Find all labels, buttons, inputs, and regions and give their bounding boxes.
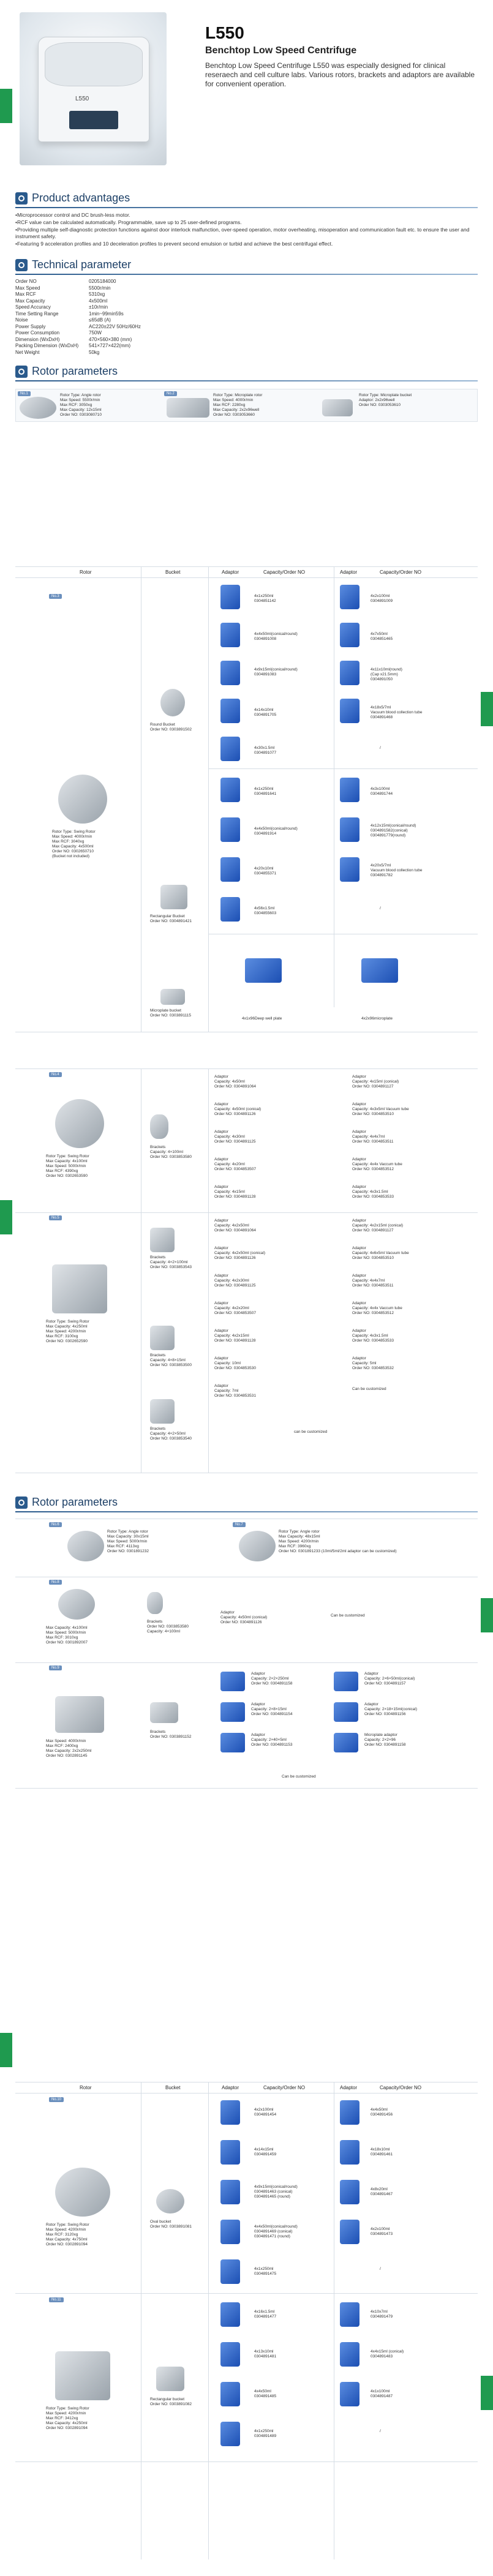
param-row: [15, 298, 478, 305]
param-key: Dimension (WxDxH): [15, 336, 60, 342]
col-header: Adaptor: [340, 2085, 358, 2090]
adaptor-spec: Adaptor Capacity: 4x2x15ml (conical) Order NO: 0304891127: [352, 1219, 404, 1233]
col-header: Bucket: [165, 569, 181, 575]
adaptor-image: [220, 2422, 240, 2446]
capacity-order: 4x2x100ml 0304891473: [371, 2227, 393, 2236]
param-key: Max Capacity: [15, 298, 45, 304]
section-icon: [15, 1496, 28, 1509]
col-header: Adaptor: [222, 569, 239, 575]
param-value: 5500r/min: [89, 285, 111, 291]
param-key: Speed Accuracy: [15, 304, 51, 310]
adaptor-image: [220, 699, 240, 723]
angle-rotor-image: [239, 1531, 276, 1561]
param-row: [15, 330, 478, 337]
capacity-order: 4x7x50ml 0304851465: [371, 632, 393, 641]
rotor-spec: Rotor Type: Angle rotor Max Speed: 5500r/min Max RCF: 3050xg Max Capacity: 12x15ml Order NO: 0303080710: [60, 393, 102, 417]
param-value: ±10r/min: [89, 304, 108, 310]
deep-well-plate-image: [245, 958, 282, 983]
section-icon: [15, 259, 28, 271]
bracket-label: Brackets Capacity: 4×100ml Order NO: 0303853580: [150, 1145, 192, 1159]
bracket-label: Brackets Capacity: 4×8×15ml Order NO: 0303853500: [150, 1353, 192, 1367]
round-bucket-image: [160, 689, 185, 716]
capacity-order: /: [380, 906, 381, 911]
adaptor-spec: Adaptor Capacity: 4x2x20ml Order NO: 0304853507: [214, 1301, 256, 1315]
capacity-order: /: [380, 2267, 381, 2271]
hero: [0, 0, 493, 190]
custom-note: Can be customized: [331, 1613, 365, 1618]
capacity-order: 4x12x15ml(conical/round) 0304891582(conical) 0304891779(round): [371, 824, 416, 838]
section-rotors: [0, 363, 493, 383]
adaptor-spec: Adaptor Capacity: 4x2x30ml Order NO: 0304891125: [214, 1274, 256, 1288]
capacity-order: 4x3x100ml 0304891744: [371, 787, 393, 796]
section-divider: [15, 207, 478, 208]
adaptor-image: [220, 2140, 240, 2165]
adaptor-spec: Adaptor Capacity: 4x50ml (conical) Order NO: 0304891126: [220, 1610, 268, 1624]
rotor-spec: Rotor Type: Swing Rotor Max Capacity: 4x250ml Max Speed: 4200r/min Max RCF: 3100xg Order NO: 0302652590: [46, 1320, 89, 1343]
adaptor-image: [220, 778, 240, 802]
adaptor-spec: Adaptor Capacity: 4x4x7ml Order NO: 0304853511: [352, 1130, 394, 1144]
capacity-order: 4x56x1.5ml 0304855603: [254, 906, 277, 915]
adaptor-image: [340, 623, 359, 647]
param-row: [15, 285, 478, 292]
capacity-order: 4x18x5/7ml Vacuum blood collection tube 0304891468: [371, 705, 423, 719]
rotor-spec: Rotor Type: Swing Rotor Max Capacity: 4x100ml Max Speed: 5000r/min Max RCF: 4390xg Order NO: 0302653590: [46, 1154, 89, 1178]
capacity-order: 4x14x15ml 0304891459: [254, 2147, 277, 2157]
angle-rotor-table: [0, 1519, 493, 1898]
rotor-tag: No.4: [49, 1072, 62, 1077]
capacity-order: 4x16x1.5ml 0304891477: [254, 2310, 277, 2319]
param-key: Time Setting Range: [15, 310, 59, 317]
adaptor-spec: Adaptor Capacity: 7ml Order NO: 0304853531: [214, 1384, 256, 1398]
rotor-tag: No.3: [49, 594, 62, 599]
bucket-label: Rectangular bucket Order NO: 0303891082: [150, 2397, 192, 2406]
advantages-list: [15, 212, 478, 247]
capacity-order: 4x13x10ml 0304891481: [254, 2349, 277, 2359]
oval-bucket-image: [156, 2189, 184, 2214]
bracket-label: Brackets Capacity: 4×2×100ml Order NO: 0303853543: [150, 1255, 192, 1269]
col-header: Capacity/Order NO: [380, 569, 422, 575]
param-key: Max RCF: [15, 291, 36, 297]
oval-bucket-table: [0, 2082, 493, 2572]
adaptor-spec: Adaptor Capacity: 4x20ml Order NO: 0304853507: [214, 1157, 256, 1171]
adaptor-image: [220, 1702, 245, 1722]
adaptor-image: [220, 585, 240, 609]
adaptor-image: [340, 2302, 359, 2327]
capacity-order: 4x1x100ml 0304891487: [371, 2389, 393, 2398]
swing-rotor-image: [58, 775, 107, 824]
bracket-image: [150, 1228, 175, 1252]
adaptor-spec: Adaptor Capacity: 4x4x7ml Order NO: 0304853511: [352, 1274, 394, 1288]
adaptor-spec: Adaptor Capacity: 5ml Order NO: 0304853532: [352, 1356, 394, 1370]
rotor-spec: Rotor Type: Angle rotor Max Capacity: 30x15ml Max Speed: 5000r/min Max RCF: 4113xg Order NO: 0301891232: [107, 1530, 149, 1553]
capacity-order: 4x4x50ml 0304891485: [254, 2389, 277, 2398]
capacity-order: 4x14x10ml 0304891705: [254, 708, 277, 717]
rotor-tag: No.2: [164, 391, 177, 396]
side-tab-left-3: [0, 2033, 12, 2067]
capacity-order: 4x10x7ml 0304891479: [371, 2310, 393, 2319]
adaptor-image: [220, 2180, 240, 2204]
adaptor-spec: Adaptor Capacity: 2×40×5ml Order NO: 0304891153: [251, 1733, 293, 1747]
capacity-order: 4x4x50ml(conical/round) 0304891914: [254, 827, 298, 836]
adaptor-spec: Adaptor Capacity: 4x2x15ml Order NO: 0304891128: [214, 1329, 256, 1343]
bracket-image: [150, 1399, 175, 1424]
bracket-image: [150, 1114, 168, 1139]
adaptor-spec: Adaptor Capacity: 4x6x5ml Vacuum tube Order NO: 0304853510: [352, 1246, 409, 1260]
capacity-order: 4x30x1.5ml 0304891077: [254, 746, 277, 755]
capacity-order: 4x20x10ml 0304855371: [254, 866, 277, 876]
adaptor-image: [220, 857, 240, 882]
rotor-spec: Rotor Type: Swing Rotor Max Speed: 4200r/min Max RCF: 3120xg Max Capacity: 4x750ml Order NO: 0302891094: [46, 2223, 89, 2247]
product-description: Benchtop Low Speed Centrifuge L550 was especially designed for clinical reseraech and cell culture labs. Various rotors, brackets and adaptors are available for convenient operation.: [205, 61, 475, 88]
rotor-strip: [15, 389, 478, 422]
section-title: Rotor parameters: [32, 365, 118, 377]
col-header: Adaptor: [222, 2085, 239, 2090]
adaptor-image: [340, 2180, 359, 2204]
swing-rotor-image: [58, 1589, 95, 1620]
adaptor-spec: Adaptor Capacity: 2×8×15ml Order NO: 0304891154: [251, 1702, 293, 1716]
microplate-bucket-image: [322, 399, 353, 416]
param-value: 541×727×422(mm): [89, 343, 131, 348]
col-header: Capacity/Order NO: [263, 2085, 306, 2090]
param-value: ≤65dB (A): [89, 317, 111, 323]
capacity-order: 4x1x250ml 0304891641: [254, 787, 277, 796]
rotor-tag: No.8: [49, 1580, 62, 1585]
adaptor-image: [220, 623, 240, 647]
param-key: Max Speed: [15, 285, 40, 291]
rotor-tag: No.9: [49, 1665, 62, 1670]
adaptor-image: [220, 661, 240, 685]
section-icon: [15, 192, 28, 205]
section-divider: [15, 380, 478, 381]
capacity-order: 4x1x250ml 0304891475: [254, 2267, 277, 2276]
adaptor-spec: Adaptor Capacity: 4x50ml Order NO: 0304891064: [214, 1075, 256, 1089]
adaptor-image: [340, 699, 359, 723]
swing-rotor-image: [55, 1099, 104, 1148]
param-key: Power Supply: [15, 323, 46, 329]
section-parameters: [0, 257, 493, 276]
adaptor-spec: Adaptor Capacity: 2×18×15ml(conical) Order NO: 0304891156: [364, 1702, 417, 1716]
adaptor-spec: Adaptor Capacity: 2×6×50ml(conical) Order NO: 0304891157: [364, 1672, 415, 1686]
param-value: 1min~99min59s: [89, 310, 124, 317]
section-divider: [15, 1511, 478, 1512]
adaptor-image: [220, 2382, 240, 2406]
adaptor-image: [334, 1672, 358, 1691]
adaptor-spec: Adaptor Capacity: 4x4x Vaccum tube Order NO: 0304853512: [352, 1301, 402, 1315]
swing-rotor-table: [0, 566, 493, 1044]
param-row: [15, 311, 478, 318]
rotor-tag: No.1: [18, 391, 31, 396]
capacity-order: 4x2x100ml 0304891009: [371, 594, 393, 603]
col-header: Rotor: [80, 569, 92, 575]
param-key: Order NO: [15, 279, 37, 284]
bracket-image: [150, 1326, 175, 1350]
section-rotors-2: [0, 1494, 493, 1514]
bracket-label: Brackets Order NO: 0303853580 Capacity: 4×100ml: [147, 1620, 189, 1634]
param-key: Net Weight: [15, 349, 40, 355]
col-header: Capacity/Order NO: [263, 569, 306, 575]
rotor-spec: Rotor Type: Microplate rotor Max Speed: 4000r/min Max RCF: 2280xg Max Capacity: 2x2x96well Order NO: 0303053660: [213, 393, 263, 417]
swing-rotor-image: [55, 2168, 110, 2217]
capacity-order: 4x4x50ml(conical/round) 0304891008: [254, 632, 298, 641]
section-title: Rotor parameters: [32, 1496, 118, 1508]
adaptor-spec: Adaptor Capacity: 4x3x1.5ml Order NO: 0304853533: [352, 1185, 394, 1199]
section-title: Product advantages: [32, 192, 130, 204]
param-row: [15, 291, 478, 298]
microplate-image: [361, 958, 398, 983]
bracket-label: Brackets Capacity: 4×2×50ml Order NO: 0303853540: [150, 1427, 192, 1441]
swing-rotor-image: [55, 2351, 110, 2400]
capacity-order: 4x4x50ml 0304891456: [371, 2108, 393, 2117]
adaptor-image: [220, 1733, 245, 1752]
capacity-order: 4x18x10ml 0304891461: [371, 2147, 393, 2157]
rotor-spec: Rotor Type: Angle rotor Max Capacity: 48x15ml Max Speed: 4200r/min Max RCF: 3960xg Order NO: 0301891233 (10ml/5ml/2ml adaptor can be customized): [279, 1530, 397, 1553]
adaptor-spec: Adaptor Capacity: 4x30ml Order NO: 0304891125: [214, 1130, 256, 1144]
swing-rotor-bracket-table: [0, 1068, 493, 1479]
param-row: [15, 350, 478, 356]
adaptor-image: [220, 2302, 240, 2327]
capacity-order: 4x9x15ml(conical/round) 0304891083: [254, 667, 298, 677]
capacity-order: 4x1x250ml 0304891489: [254, 2429, 277, 2438]
custom-note: Can be customized: [282, 1774, 316, 1779]
advantage-item: •RCF value can be calculated automatically. Programmable, save up to 25 user-defined programs.: [15, 219, 242, 225]
capacity-order: 4x4x50ml(conical/round) 0304891469 (conical) 0304891471 (round): [254, 2225, 298, 2239]
bracket-image: [147, 1592, 163, 1614]
adaptor-image: [220, 1672, 245, 1691]
capacity-order: 4x1x250ml 0304851142: [254, 594, 276, 603]
capacity-order: /: [380, 2429, 381, 2433]
rectangular-bucket-image: [160, 885, 187, 909]
bracket-label: Brackets Order NO: 0303891152: [150, 1730, 192, 1739]
bucket-label: Oval bucket Order NO: 0303891081: [150, 2220, 192, 2229]
capacity-order: 4x11x10ml(round) (Cap x21.5mm) 0304891050: [371, 667, 402, 682]
capacity-order: 4x20x5/7ml Vacuum blood collection tube 0304891782: [371, 863, 423, 877]
rotor-spec: Rotor Type: Microplate bucket Adaptor: 2x2x96well Order NO: 0303053610: [359, 393, 412, 407]
adaptor-image: [220, 2100, 240, 2125]
param-value: 50kg: [89, 349, 100, 355]
adaptor-image: [334, 1702, 358, 1722]
param-row: [15, 317, 478, 324]
adaptor-image: [220, 2259, 240, 2284]
col-header: Rotor: [80, 2085, 92, 2090]
adaptor-image: [334, 1733, 358, 1752]
adaptor-spec: Adaptor Capacity: 4x3x1.5ml Order NO: 0304853533: [352, 1329, 394, 1343]
param-key: Noise: [15, 317, 28, 323]
capacity-order: 4x2x100ml 0304891454: [254, 2108, 277, 2117]
adaptor-image: [220, 817, 240, 842]
section-advantages: [0, 190, 493, 209]
rotor-tag: No.10: [49, 2097, 64, 2102]
adaptor-image: [340, 2100, 359, 2125]
bucket-label: Round Bucket Order NO: 0303891502: [150, 723, 192, 732]
rotor-tag: No.5: [49, 1215, 62, 1220]
product-title: L550: [205, 23, 244, 42]
rectangular-bucket-image: [156, 2367, 184, 2391]
bucket-label: Rectangular Bucket Order NO: 0304891421: [150, 914, 192, 923]
adaptor-image: [340, 817, 359, 842]
adaptor-image: [340, 778, 359, 802]
param-row: [15, 337, 478, 344]
adaptor-image: [340, 585, 359, 609]
device-brand: L550: [75, 96, 89, 102]
param-row: [15, 324, 478, 331]
rotor-spec: Rotor Type: Swing Rotor Max Speed: 4200r/min Max RCF: 3412xg Max Capacity: 4x250ml Order NO: 0302891094: [46, 2406, 89, 2430]
adaptor-spec: Adaptor Capacity: 4x15ml (conical) Order NO: 0304891127: [352, 1075, 399, 1089]
capacity-order: 4x9x15ml(conical/round) 0304891463 (conical) 0304891465 (round): [254, 2185, 298, 2199]
rotor-tag: No.11: [49, 2297, 64, 2302]
param-value: 5310xg: [89, 291, 105, 297]
advantage-item: •Featuring 9 acceleration profiles and 10 deceleration profiles to prevent second emulsion or turbid and achieve the best centrifugal effect.: [15, 241, 333, 247]
bucket-label: Microplate bucket Order NO: 0303891115: [150, 1008, 191, 1018]
capacity-order: 4x4x15ml (conical) 0304891483: [371, 2349, 404, 2359]
param-row: [15, 343, 478, 350]
col-header: Capacity/Order NO: [380, 2085, 422, 2090]
centrifuge-illustration: [38, 37, 149, 142]
adaptor-image: [340, 857, 359, 882]
adaptor-spec: Can be customized: [352, 1387, 386, 1391]
adaptor-image: [340, 2140, 359, 2165]
param-row: [15, 279, 478, 285]
adaptor-spec: Adaptor Capacity: 4x4x Vaccum tube Order NO: 0304853512: [352, 1157, 402, 1171]
adaptor-image: [220, 2220, 240, 2244]
microplate-bucket-image: [160, 989, 185, 1005]
advantage-item: •Providing multiple self-diagnostic protection functions against door interlock malfunction, over-speed operation, motor overheating, misoperation and communication fault etc. to ensure the user and instrument safety.: [15, 227, 470, 239]
microplate-rotor-image: [167, 398, 209, 418]
rotor-spec: Max Speed: 4000r/min Max RCF: 2400xg Max Capacity: 2x2x250ml Order NO: 0302891145: [46, 1739, 92, 1758]
param-value: 750W: [89, 330, 102, 336]
adaptor-spec: Adaptor Capacity: 2×2×250ml Order NO: 0304891158: [251, 1672, 293, 1686]
param-value: 0205184000: [89, 279, 116, 284]
param-value: 4x500ml: [89, 298, 108, 304]
adaptor-image: [220, 2342, 240, 2367]
param-row: [15, 304, 478, 311]
adaptor-image: [340, 2382, 359, 2406]
microplate-rotor-image: [55, 1696, 104, 1733]
product-subtitle: Benchtop Low Speed Centrifuge: [205, 45, 357, 56]
adaptor-image: [340, 2220, 359, 2244]
plate-label: 4x1x96Deep well plate: [242, 1016, 282, 1021]
adaptor-spec: Adaptor Capacity: 4x50ml (conical) Order NO: 0304891126: [214, 1102, 262, 1116]
param-value: 470×560×380 (mm): [89, 336, 132, 342]
adaptor-spec: Adaptor Capacity: 4x3x5ml Vacuum tube Order NO: 0304853510: [352, 1102, 409, 1116]
adaptor-image: [340, 2342, 359, 2367]
adaptor-image: [220, 897, 240, 922]
adaptor-image: [220, 737, 240, 761]
rotor-spec: Rotor Type: Swing Rotor Max Speed: 4000r/min Max RCF: 3040xg Max Capacity: 4x500ml Order NO: 0302650710 (Bucket not included): [52, 830, 96, 858]
adaptor-spec: Microplate adaptor Capacity: 2×2×96 Order NO: 0304891158: [364, 1733, 406, 1747]
col-header: Bucket: [165, 2085, 181, 2090]
adaptor-spec: Adaptor Capacity: 4x15ml Order NO: 0304891128: [214, 1185, 256, 1199]
rotor-spec: Max Capacity: 4x100ml Max Speed: 5000r/min Max RCF: 3010xg Order NO: 0301892007: [46, 1626, 88, 1645]
centrifuge-lid: [45, 42, 143, 86]
swing-rotor-image: [52, 1264, 107, 1313]
capacity-order: /: [380, 746, 381, 750]
adaptor-image: [340, 661, 359, 685]
angle-rotor-image: [20, 397, 56, 419]
col-header: Adaptor: [340, 569, 358, 575]
adaptor-spec: Adaptor Capacity: 4x2x50ml (conical) Order NO: 0304891126: [214, 1246, 266, 1260]
section-icon: [15, 366, 28, 378]
adaptor-spec: Adaptor Capacity: 4x2x50ml Order NO: 0304891064: [214, 1219, 256, 1233]
product-image: [20, 12, 167, 165]
rotor-tag: No.7: [233, 1522, 246, 1527]
param-key: Power Consumption: [15, 330, 60, 336]
angle-rotor-image: [67, 1531, 104, 1561]
param-key: Packing Dimension (WxDxH): [15, 343, 79, 348]
section-title: Technical parameter: [32, 258, 132, 271]
bracket-image: [150, 1702, 178, 1723]
plate-label: 4x2x96microplate: [361, 1016, 393, 1021]
capacity-order: 4x8x20ml 0304891467: [371, 2187, 393, 2196]
control-panel: [69, 111, 118, 129]
param-value: AC220±22V 50Hz/60Hz: [89, 323, 141, 329]
rotor-tag: No.6: [49, 1522, 62, 1527]
parameter-table: [15, 279, 478, 356]
advantage-item: •Microprocessor control and DC brush-less motor.: [15, 212, 130, 218]
custom-note: can be customized: [294, 1430, 328, 1434]
adaptor-spec: Adaptor Capacity: 10ml Order NO: 0304853530: [214, 1356, 256, 1370]
section-divider: [15, 274, 478, 275]
